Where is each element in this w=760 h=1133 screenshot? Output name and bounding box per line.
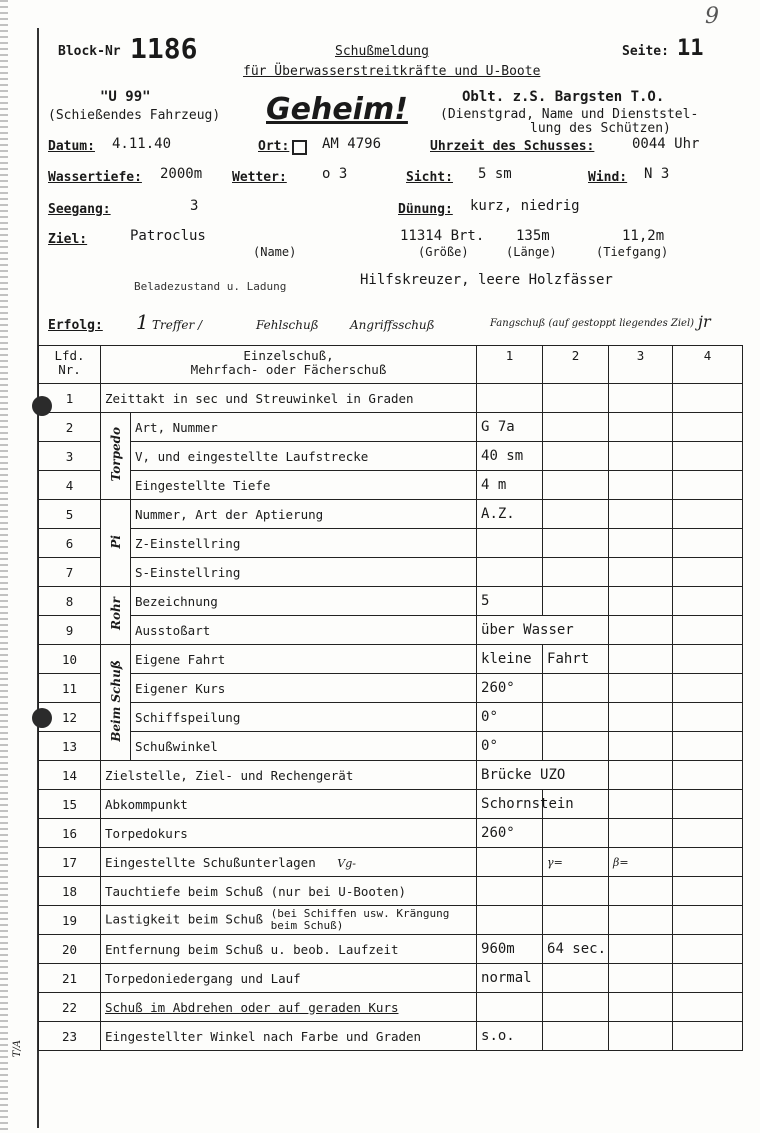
uhrzeit-value: 0044 Uhr	[632, 136, 700, 152]
cell-shot-4	[673, 384, 743, 413]
ziel-tiefgang: 11,2m	[622, 228, 665, 244]
cell-shot-1: 960m	[477, 935, 543, 964]
beladung-label: Beladezustand u. Ladung	[134, 280, 287, 293]
wassertiefe-label: Wassertiefe:	[48, 170, 142, 185]
wassertiefe-value: 2000m	[160, 166, 203, 182]
cell-shot-1: über Wasser	[477, 616, 609, 645]
row-note: (bei Schiffen usw. Krängung beim Schuß)	[270, 907, 450, 932]
cell-shot-3	[609, 645, 673, 674]
sicht-value: 5 sm	[478, 166, 512, 182]
cell-shot-3	[609, 993, 673, 1022]
ort-checkbox	[292, 140, 307, 155]
geheim-stamp: Geheim!	[266, 92, 408, 127]
cell-shot-2	[543, 442, 609, 471]
row-label: Eingestellter Winkel nach Farbe und Graden	[101, 1022, 477, 1051]
page-number: 11	[677, 36, 704, 61]
table-row	[39, 674, 743, 703]
erfolg-count: 1	[136, 310, 149, 334]
cell-shot-4	[673, 1022, 743, 1051]
block-label: Block-Nr	[58, 44, 121, 59]
row-number: 17	[39, 848, 101, 877]
cell-shot-1: kleine	[477, 645, 543, 674]
row-number: 1	[39, 384, 101, 413]
row-label: Entfernung beim Schuß u. beob. Laufzeit	[101, 935, 477, 964]
cell-shot-1: A.Z.	[477, 500, 543, 529]
punch-hole	[32, 396, 52, 416]
wind-label: Wind:	[588, 170, 628, 185]
row-label: Eigener Kurs	[131, 674, 477, 703]
cell-shot-1	[477, 384, 543, 413]
row-number: 9	[39, 616, 101, 645]
cell-shot-2	[543, 674, 609, 703]
cell-shot-2	[543, 732, 609, 761]
row-number: 6	[39, 529, 101, 558]
row-label: Ausstoßart	[131, 616, 477, 645]
cell-shot-4	[673, 587, 743, 616]
cell-shot-3	[609, 703, 673, 732]
sicht-label: Sicht:	[406, 170, 453, 185]
cell-shot-3	[609, 674, 673, 703]
cell-shot-2	[543, 993, 609, 1022]
cell-shot-2	[543, 1022, 609, 1051]
cell-shot-4	[673, 935, 743, 964]
cell-shot-4	[673, 616, 743, 645]
cell-shot-2	[543, 819, 609, 848]
group-rohr-label: Rohr	[108, 597, 123, 631]
row-number: 11	[39, 674, 101, 703]
table-row	[39, 819, 743, 848]
cell-shot-2	[543, 500, 609, 529]
gamma-label: γ=	[543, 848, 609, 877]
datum-value: 4.11.40	[112, 136, 172, 152]
table-row	[39, 413, 743, 442]
cell-shot-3	[609, 384, 673, 413]
officer-caption-1: (Dienstgrad, Name und Dienststel-	[440, 107, 699, 122]
caption-groesse: (Größe)	[418, 245, 469, 259]
uhrzeit-label: Uhrzeit des Schusses:	[430, 139, 595, 154]
caption-laenge: (Länge)	[506, 245, 557, 259]
ziel-groesse: 11314 Brt.	[400, 228, 485, 244]
cell-shot-4	[673, 703, 743, 732]
table-row	[39, 906, 743, 935]
row-label: Torpedoniedergang und Lauf	[101, 964, 477, 993]
cell-shot-4	[673, 558, 743, 587]
cell-shot-1	[477, 877, 543, 906]
group-pi	[101, 500, 131, 587]
row-number: 18	[39, 877, 101, 906]
cell-shot-3	[609, 761, 673, 790]
cell-shot-1: 4 m	[477, 471, 543, 500]
table-row	[39, 616, 743, 645]
header-shot-4: 4	[673, 346, 743, 384]
header-description: Einzelschuß, Mehrfach- oder Fächerschuß	[101, 346, 477, 384]
table-row	[39, 529, 743, 558]
row-label: Nummer, Art der Aptierung	[131, 500, 477, 529]
cell-shot-3	[609, 935, 673, 964]
table-row	[39, 790, 743, 819]
table-row	[39, 877, 743, 906]
cell-shot-2	[543, 906, 609, 935]
row-label: Tauchtiefe beim Schuß (nur bei U-Booten)	[101, 877, 477, 906]
group-torpedo-label: Torpedo	[108, 427, 123, 482]
cell-shot-3	[609, 790, 673, 819]
row-label: Lastigkeit beim Schuß	[105, 911, 264, 927]
row-number: 14	[39, 761, 101, 790]
row-number: 22	[39, 993, 101, 1022]
erfolg-label: Erfolg:	[48, 318, 103, 333]
row-label: Eingestellte Schußunterlagen	[105, 854, 316, 870]
cell-shot-3	[609, 587, 673, 616]
cell-shot-3	[609, 819, 673, 848]
cell-shot-2	[543, 384, 609, 413]
row-number: 4	[39, 471, 101, 500]
cell-shot-1	[477, 993, 543, 1022]
cell-shot-4	[673, 442, 743, 471]
cell-shot-3	[609, 500, 673, 529]
cell-shot-2	[543, 558, 609, 587]
cell-shot-4	[673, 819, 743, 848]
cell-shot-1: G 7a	[477, 413, 543, 442]
table-row	[39, 471, 743, 500]
cell-shot-4	[673, 645, 743, 674]
cell-shot-3	[609, 1022, 673, 1051]
row-number: 23	[39, 1022, 101, 1051]
cell-shot-4	[673, 848, 743, 877]
cell-shot-2	[543, 413, 609, 442]
caption-tiefgang: (Tiefgang)	[596, 245, 669, 259]
corner-mark: 9	[705, 4, 719, 29]
cell-shot-4	[673, 761, 743, 790]
side-mark: T/A	[12, 1040, 23, 1058]
cell-shot-3	[609, 877, 673, 906]
row-label: Torpedokurs	[101, 819, 477, 848]
vessel-caption: (Schießendes Fahrzeug)	[48, 108, 221, 123]
cell-shot-4	[673, 471, 743, 500]
header-shot-1: 1	[477, 346, 543, 384]
table-row	[39, 442, 743, 471]
header-shot-3: 3	[609, 346, 673, 384]
table-row	[39, 500, 743, 529]
page-label: Seite:	[622, 44, 669, 59]
cell-shot-2	[543, 587, 609, 616]
row-number: 7	[39, 558, 101, 587]
wetter-label: Wetter:	[232, 170, 287, 185]
row-label: Schuß im Abdrehen oder auf geraden Kurs	[101, 993, 477, 1022]
row-label: Abkommpunkt	[101, 790, 477, 819]
form-subtitle: für Überwasserstreitkräfte und U-Boote	[243, 64, 541, 79]
cell-shot-1	[477, 848, 543, 877]
fehlschuss-label: Fehlschuß	[256, 318, 319, 332]
row-number: 19	[39, 906, 101, 935]
cell-shot-3	[609, 732, 673, 761]
row-number: 12	[39, 703, 101, 732]
cell-shot-4	[673, 906, 743, 935]
cell-shot-4	[673, 674, 743, 703]
seegang-label: Seegang:	[48, 202, 111, 217]
officer-caption-2: lung des Schützen)	[530, 121, 671, 136]
row-number: 5	[39, 500, 101, 529]
caption-name: (Name)	[253, 245, 297, 259]
cell-shot-4	[673, 993, 743, 1022]
cell-shot-1: s.o.	[477, 1022, 543, 1051]
header-shot-2: 2	[543, 346, 609, 384]
cell-shot-1	[477, 558, 543, 587]
duenung-label: Dünung:	[398, 202, 453, 217]
row-number: 16	[39, 819, 101, 848]
cell-shot-4	[673, 500, 743, 529]
table-row	[39, 703, 743, 732]
binding-margin	[0, 0, 8, 1133]
group-rohr	[101, 587, 131, 645]
cell-shot-1: 0°	[477, 732, 543, 761]
cell-shot-3	[609, 413, 673, 442]
cell-shot-4	[673, 732, 743, 761]
beta-label: β=	[609, 848, 673, 877]
row-label: Eingestellte Tiefe	[131, 471, 477, 500]
table-row	[39, 964, 743, 993]
table-row	[39, 732, 743, 761]
cell-shot-4	[673, 529, 743, 558]
table-header-row	[39, 346, 743, 384]
row-label: Z-Einstellring	[131, 529, 477, 558]
row-number: 13	[39, 732, 101, 761]
table-row	[39, 384, 743, 413]
row-label: Zielstelle, Ziel- und Rechengerät	[101, 761, 477, 790]
table-row	[39, 558, 743, 587]
block-number: 1186	[130, 32, 198, 65]
vg-label: Vg-	[337, 856, 356, 870]
cell-shot-2	[543, 877, 609, 906]
cell-shot-1: 0°	[477, 703, 543, 732]
cell-shot-3	[609, 471, 673, 500]
header-lfd-nr: Lfd. Nr.	[39, 346, 101, 384]
row-label: Schiffspeilung	[131, 703, 477, 732]
cell-shot-2	[543, 471, 609, 500]
row-number: 2	[39, 413, 101, 442]
cell-shot-1	[477, 529, 543, 558]
ziel-label: Ziel:	[48, 232, 88, 247]
row-number: 10	[39, 645, 101, 674]
group-beim-schuss-label: Beim Schuß	[108, 660, 123, 742]
row-label: V, und eingestellte Laufstrecke	[131, 442, 477, 471]
row-label-with-vg	[101, 848, 477, 877]
table-row	[39, 761, 743, 790]
cell-shot-1: 260°	[477, 819, 543, 848]
row-number: 20	[39, 935, 101, 964]
row-number: 3	[39, 442, 101, 471]
cell-shot-4	[673, 964, 743, 993]
cell-shot-1: Schornstein	[477, 790, 543, 819]
group-beim-schuss	[101, 645, 131, 761]
row-label: Bezeichnung	[131, 587, 477, 616]
vessel-value: "U 99"	[100, 89, 151, 105]
cell-shot-1: 260°	[477, 674, 543, 703]
cell-shot-3	[609, 529, 673, 558]
cell-shot-2: Fahrt	[543, 645, 609, 674]
cell-shot-2	[543, 964, 609, 993]
cell-shot-2	[543, 703, 609, 732]
cell-shot-2: 64 sec.	[543, 935, 609, 964]
cell-shot-1: Brücke UZO	[477, 761, 609, 790]
punch-hole	[32, 708, 52, 728]
group-pi-label: Pi	[108, 534, 123, 549]
angriffsschuss-label: Angriffsschuß	[350, 318, 435, 332]
row-number: 15	[39, 790, 101, 819]
form-title: Schußmeldung	[335, 44, 429, 59]
row-label: Art, Nummer	[131, 413, 477, 442]
cell-shot-4	[673, 877, 743, 906]
cell-shot-2	[543, 529, 609, 558]
row-label: S-Einstellring	[131, 558, 477, 587]
table-row	[39, 848, 743, 877]
beladung-value: Hilfskreuzer, leere Holzfässer	[360, 272, 613, 288]
table-row	[39, 645, 743, 674]
cell-shot-3	[609, 964, 673, 993]
datum-label: Datum:	[48, 139, 95, 154]
cell-shot-3	[609, 616, 673, 645]
row-label: Zeittakt in sec und Streuwinkel in Graden	[101, 384, 477, 413]
seegang-value: 3	[190, 198, 199, 214]
initials: jr	[698, 312, 711, 331]
row-number: 8	[39, 587, 101, 616]
cell-shot-3	[609, 442, 673, 471]
cell-shot-1: 40 sm	[477, 442, 543, 471]
row-number: 21	[39, 964, 101, 993]
shot-table	[38, 345, 743, 1051]
cell-shot-3	[609, 906, 673, 935]
cell-shot-4	[673, 413, 743, 442]
cell-shot-4	[673, 790, 743, 819]
row-label: Schußwinkel	[131, 732, 477, 761]
table-row	[39, 587, 743, 616]
cell-shot-1: normal	[477, 964, 543, 993]
wind-value: N 3	[644, 166, 670, 182]
ziel-name: Patroclus	[130, 228, 206, 244]
duenung-value: kurz, niedrig	[470, 198, 580, 214]
fangschuss-label: Fangschuß (auf gestoppt liegendes Ziel)	[490, 318, 695, 329]
cell-shot-3	[609, 558, 673, 587]
row-label: Eigene Fahrt	[131, 645, 477, 674]
table-row	[39, 993, 743, 1022]
ziel-laenge: 135m	[516, 228, 550, 244]
cell-shot-1: 5	[477, 587, 543, 616]
ort-label: Ort:	[258, 139, 290, 154]
row-label-with-note	[101, 906, 477, 935]
treffer-label: Treffer /	[152, 318, 203, 332]
officer-value: Oblt. z.S. Bargsten T.O.	[462, 89, 665, 105]
group-torpedo	[101, 413, 131, 500]
ort-value: AM 4796	[322, 136, 382, 152]
table-row	[39, 935, 743, 964]
table-row	[39, 1022, 743, 1051]
cell-shot-1	[477, 906, 543, 935]
wetter-value: o 3	[322, 166, 348, 182]
